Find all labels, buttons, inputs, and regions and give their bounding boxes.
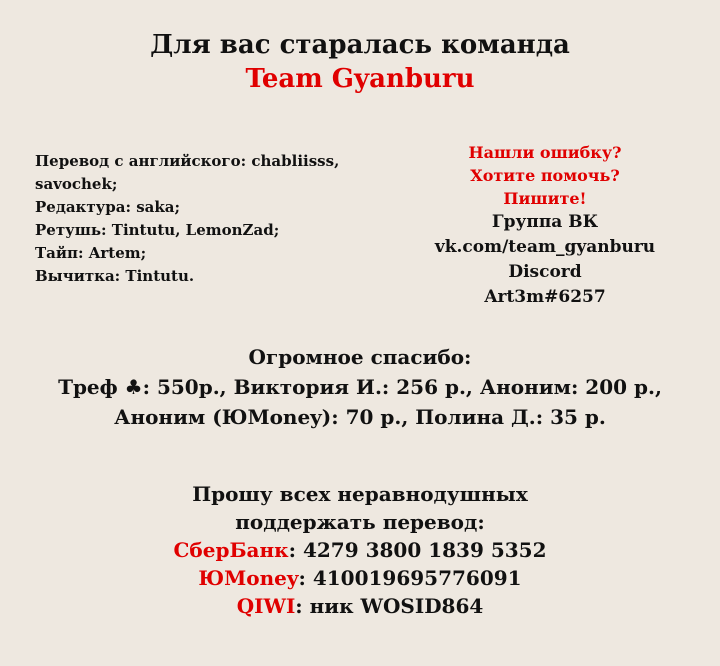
vk-group-link[interactable]: vk.com/team_gyanburu [434, 237, 656, 257]
yumoney-value: : 410019695776091 [298, 566, 522, 590]
thanks-line-1-rest: : 550р., Виктория И.: 256 р., Аноним: 200 р., [142, 375, 662, 399]
want-help-text: Хотите помочь? [470, 166, 620, 185]
header-title: Для вас старалась команда [150, 30, 570, 60]
club-icon: ♣ [124, 375, 143, 399]
credit-translation-cont: savochek; [35, 175, 118, 193]
thanks-line-2: Аноним (ЮMoney): 70 р., Полина Д.: 35 р. [114, 405, 606, 429]
write-us-text: Пишите! [503, 189, 587, 208]
sber-label: СберБанк [173, 538, 289, 562]
yumoney-row [0, 564, 720, 592]
yumoney-label: ЮMoney [198, 566, 299, 590]
discord-label: Discord [508, 262, 582, 282]
qiwi-row [0, 592, 720, 620]
sber-row [0, 536, 720, 564]
credit-retouch: Ретушь: Tintutu, LemonZad; [35, 221, 280, 239]
team-name: Team Gyanburu [245, 64, 475, 94]
vk-group-label: Группа ВК [491, 212, 599, 232]
contact-block [405, 141, 685, 310]
support-block [0, 480, 720, 620]
credits-block [35, 150, 395, 288]
credit-translation: Перевод с английского: chabliisss, [35, 152, 340, 170]
thanks-line-1 [0, 372, 720, 402]
header [0, 28, 720, 96]
donor-tref: Треф [58, 375, 118, 399]
credit-typing: Тайп: Artem; [35, 244, 147, 262]
sber-value: : 4279 3800 1839 5352 [288, 538, 547, 562]
found-error-text: Нашли ошибку? [468, 143, 622, 162]
support-line-1: Прошу всех неравнодушных [192, 482, 528, 506]
thanks-block [0, 342, 720, 432]
support-line-2: поддержать перевод: [235, 510, 485, 534]
qiwi-label: QIWI [236, 594, 296, 618]
credit-editing: Редактура: saka; [35, 198, 181, 216]
thanks-title: Огромное спасибо: [248, 345, 472, 369]
credit-proofreading: Вычитка: Tintutu. [35, 267, 195, 285]
discord-handle: Art3m#6257 [484, 287, 606, 307]
qiwi-value: : ник WOSID864 [295, 594, 484, 618]
